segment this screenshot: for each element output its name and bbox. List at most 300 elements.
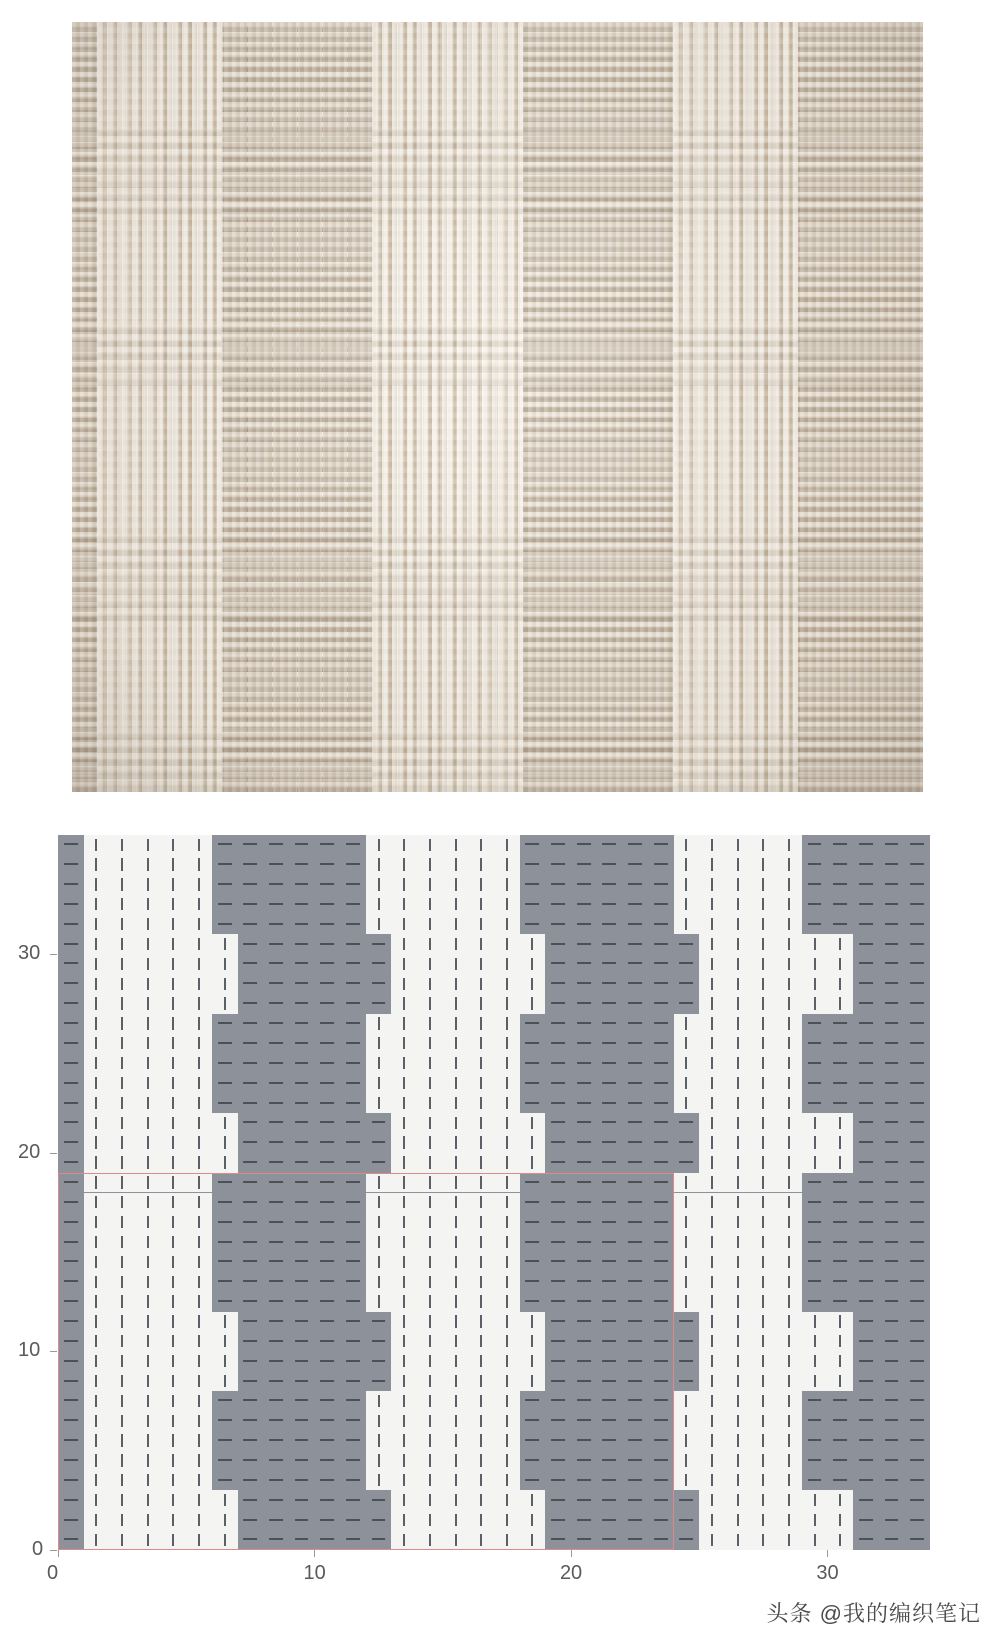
- chart-cell-knit: [443, 1332, 469, 1352]
- chart-cell-purl: [314, 855, 340, 875]
- chart-cell-knit: [494, 934, 520, 954]
- purl-symbol-icon: [320, 883, 334, 885]
- knit-symbol-icon: [506, 1355, 508, 1367]
- knit-symbol-icon: [506, 1057, 508, 1069]
- chart-cell-purl: [597, 1252, 623, 1272]
- chart-cell-knit: [417, 1431, 443, 1451]
- knit-symbol-icon: [198, 1176, 200, 1188]
- chart-cell-purl: [827, 1173, 853, 1193]
- knit-symbol-icon: [531, 938, 533, 950]
- knit-symbol-icon: [403, 1474, 405, 1486]
- chart-cell-knit: [161, 1034, 187, 1054]
- chart-cell-purl: [879, 1490, 905, 1510]
- purl-symbol-icon: [526, 903, 540, 905]
- knit-symbol-icon: [403, 858, 405, 870]
- knit-symbol-icon: [403, 1514, 405, 1526]
- purl-symbol-icon: [859, 982, 873, 984]
- purl-symbol-icon: [269, 1419, 283, 1421]
- chart-cell-purl: [238, 1153, 264, 1173]
- knit-symbol-icon: [429, 1494, 431, 1506]
- purl-symbol-icon: [320, 863, 334, 865]
- purl-symbol-icon: [628, 1439, 642, 1441]
- purl-symbol-icon: [808, 1399, 822, 1401]
- purl-symbol-icon: [295, 1241, 309, 1243]
- knit-symbol-icon: [198, 1017, 200, 1029]
- knit-symbol-icon: [172, 1335, 174, 1347]
- chart-cell-knit: [494, 895, 520, 915]
- knit-symbol-icon: [788, 1276, 790, 1288]
- knit-symbol-icon: [172, 1474, 174, 1486]
- purl-symbol-icon: [64, 1141, 78, 1143]
- knit-symbol-icon: [121, 1355, 123, 1367]
- chart-cell-purl: [597, 1232, 623, 1252]
- knit-symbol-icon: [147, 1514, 149, 1526]
- chart-cell-knit: [417, 1332, 443, 1352]
- knit-symbol-icon: [429, 1176, 431, 1188]
- purl-symbol-icon: [551, 1221, 565, 1223]
- chart-cell-knit: [443, 1471, 469, 1491]
- knit-symbol-icon: [429, 978, 431, 990]
- knit-symbol-icon: [95, 1017, 97, 1029]
- chart-cell-knit: [186, 954, 212, 974]
- chart-cell-purl: [58, 1173, 84, 1193]
- knit-symbol-icon: [121, 1514, 123, 1526]
- chart-cell-knit: [109, 1272, 135, 1292]
- chart-cell-purl: [238, 1113, 264, 1133]
- chart-cell-purl: [314, 1471, 340, 1491]
- purl-symbol-icon: [859, 1300, 873, 1302]
- chart-cell-knit: [135, 1490, 161, 1510]
- knit-symbol-icon: [455, 1415, 457, 1427]
- chart-cell-purl: [212, 1292, 238, 1312]
- knit-symbol-icon: [429, 1534, 431, 1546]
- purl-symbol-icon: [551, 1519, 565, 1521]
- knit-symbol-icon: [455, 1375, 457, 1387]
- chart-cell-knit: [750, 1133, 776, 1153]
- purl-symbol-icon: [808, 923, 822, 925]
- knit-symbol-icon: [531, 1375, 533, 1387]
- chart-cell-knit: [443, 994, 469, 1014]
- swatch-garter-band: [72, 728, 923, 792]
- knit-symbol-icon: [480, 1097, 482, 1109]
- chart-cell-knit: [84, 1153, 110, 1173]
- chart-cell-knit: [135, 974, 161, 994]
- chart-cell-knit: [776, 875, 802, 895]
- chart-cell-knit: [417, 1193, 443, 1213]
- chart-cell-purl: [571, 1312, 597, 1332]
- knit-symbol-icon: [172, 1216, 174, 1228]
- purl-symbol-icon: [808, 1181, 822, 1183]
- chart-cell-knit: [699, 895, 725, 915]
- chart-cell-knit: [802, 1133, 828, 1153]
- chart-cell-knit: [468, 934, 494, 954]
- chart-cell-purl: [904, 875, 930, 895]
- purl-symbol-icon: [526, 1082, 540, 1084]
- chart-cell-purl: [212, 1431, 238, 1451]
- chart-cell-purl: [622, 1411, 648, 1431]
- chart-cell-purl: [263, 1173, 289, 1193]
- chart-cell-purl: [904, 994, 930, 1014]
- chart-cell-knit: [699, 994, 725, 1014]
- knit-symbol-icon: [95, 1176, 97, 1188]
- chart-cell-purl: [571, 1451, 597, 1471]
- purl-symbol-icon: [577, 843, 591, 845]
- chart-cell-purl: [520, 855, 546, 875]
- chart-cell-purl: [622, 875, 648, 895]
- knit-symbol-icon: [506, 1196, 508, 1208]
- chart-cell-knit: [494, 974, 520, 994]
- chart-cell-knit: [674, 1014, 700, 1034]
- purl-symbol-icon: [885, 1300, 899, 1302]
- knit-symbol-icon: [378, 898, 380, 910]
- purl-symbol-icon: [808, 1439, 822, 1441]
- purl-symbol-icon: [859, 1082, 873, 1084]
- knit-symbol-icon: [172, 1017, 174, 1029]
- chart-cell-purl: [827, 1411, 853, 1431]
- chart-cell-knit: [674, 1431, 700, 1451]
- purl-symbol-icon: [628, 1360, 642, 1362]
- chart-cell-purl: [263, 1530, 289, 1550]
- chart-cell-knit: [212, 994, 238, 1014]
- purl-symbol-icon: [577, 1300, 591, 1302]
- knit-symbol-icon: [147, 1534, 149, 1546]
- chart-cell-purl: [58, 974, 84, 994]
- knit-symbol-icon: [95, 1256, 97, 1268]
- chart-cell-purl: [853, 934, 879, 954]
- chart-cell-purl: [827, 875, 853, 895]
- knit-symbol-icon: [839, 1375, 841, 1387]
- knit-symbol-icon: [95, 1057, 97, 1069]
- chart-cell-knit: [161, 1173, 187, 1193]
- knit-symbol-icon: [198, 1156, 200, 1168]
- chart-cell-knit: [494, 1451, 520, 1471]
- chart-cell-knit: [109, 1153, 135, 1173]
- chart-cell-purl: [879, 1471, 905, 1491]
- chart-cell-purl: [58, 1073, 84, 1093]
- chart-cell-knit: [494, 835, 520, 855]
- chart-cell-knit: [109, 914, 135, 934]
- purl-symbol-icon: [833, 1399, 847, 1401]
- knit-symbol-icon: [172, 1057, 174, 1069]
- purl-symbol-icon: [320, 1499, 334, 1501]
- chart-cell-knit: [468, 1351, 494, 1371]
- chart-cell-purl: [212, 895, 238, 915]
- knit-symbol-icon: [224, 1315, 226, 1327]
- purl-symbol-icon: [295, 1380, 309, 1382]
- chart-cell-purl: [340, 1371, 366, 1391]
- knit-symbol-icon: [839, 1534, 841, 1546]
- knit-symbol-icon: [147, 958, 149, 970]
- chart-cell-purl: [520, 1173, 546, 1193]
- knit-symbol-icon: [95, 1434, 97, 1446]
- chart-cell-purl: [622, 954, 648, 974]
- knit-symbol-icon: [480, 1176, 482, 1188]
- chart-cell-knit: [109, 934, 135, 954]
- chart-cell-purl: [879, 1351, 905, 1371]
- chart-cell-purl: [58, 994, 84, 1014]
- knit-symbol-icon: [455, 858, 457, 870]
- purl-symbol-icon: [243, 903, 257, 905]
- chart-cell-purl: [212, 1073, 238, 1093]
- chart-cell-purl: [340, 1173, 366, 1193]
- chart-cell-purl: [289, 1451, 315, 1471]
- knit-symbol-icon: [737, 1236, 739, 1248]
- x-axis-label: 30: [816, 1562, 839, 1584]
- knit-symbol-icon: [480, 1335, 482, 1347]
- knit-symbol-icon: [711, 1395, 713, 1407]
- knit-symbol-icon: [762, 1355, 764, 1367]
- chart-cell-knit: [84, 1411, 110, 1431]
- knit-symbol-icon: [506, 1117, 508, 1129]
- chart-cell-purl: [520, 1073, 546, 1093]
- chart-cell-knit: [417, 1272, 443, 1292]
- knit-symbol-icon: [95, 1097, 97, 1109]
- chart-cell-purl: [238, 994, 264, 1014]
- chart-cell-knit: [699, 974, 725, 994]
- chart-cell-purl: [520, 1034, 546, 1054]
- knit-symbol-icon: [121, 1136, 123, 1148]
- chart-cell-purl: [648, 1073, 674, 1093]
- purl-symbol-icon: [269, 1360, 283, 1362]
- chart-cell-knit: [391, 914, 417, 934]
- chart-cell-knit: [135, 1471, 161, 1491]
- chart-cell-purl: [802, 1014, 828, 1034]
- chart-cell-purl: [238, 1530, 264, 1550]
- knit-symbol-icon: [737, 1117, 739, 1129]
- knit-symbol-icon: [429, 1315, 431, 1327]
- chart-cell-purl: [827, 1053, 853, 1073]
- knit-symbol-icon: [480, 978, 482, 990]
- knit-symbol-icon: [762, 1415, 764, 1427]
- chart-cell-purl: [212, 835, 238, 855]
- purl-symbol-icon: [808, 1300, 822, 1302]
- chart-cell-knit: [443, 1351, 469, 1371]
- chart-cell-purl: [314, 1153, 340, 1173]
- knit-symbol-icon: [685, 1295, 687, 1307]
- knit-symbol-icon: [95, 1216, 97, 1228]
- purl-symbol-icon: [269, 1260, 283, 1262]
- chart-cell-purl: [366, 954, 392, 974]
- chart-cell-knit: [84, 1133, 110, 1153]
- chart-cell-knit: [109, 1232, 135, 1252]
- purl-symbol-icon: [679, 1499, 693, 1501]
- chart-cell-purl: [366, 934, 392, 954]
- knit-symbol-icon: [480, 1315, 482, 1327]
- chart-cell-knit: [674, 1411, 700, 1431]
- purl-symbol-icon: [577, 1459, 591, 1461]
- chart-cell-purl: [545, 1232, 571, 1252]
- purl-symbol-icon: [577, 1141, 591, 1143]
- knit-symbol-icon: [762, 1534, 764, 1546]
- purl-symbol-icon: [910, 1102, 924, 1104]
- chart-cell-purl: [802, 1034, 828, 1054]
- chart-cell-knit: [468, 1133, 494, 1153]
- knit-symbol-icon: [762, 1434, 764, 1446]
- purl-symbol-icon: [372, 1320, 386, 1322]
- knit-symbol-icon: [788, 1136, 790, 1148]
- purl-symbol-icon: [602, 1320, 616, 1322]
- knit-symbol-icon: [95, 839, 97, 851]
- purl-symbol-icon: [218, 1102, 232, 1104]
- purl-symbol-icon: [551, 1280, 565, 1282]
- knit-symbol-icon: [147, 1355, 149, 1367]
- chart-cell-knit: [391, 954, 417, 974]
- chart-cell-knit: [750, 1351, 776, 1371]
- purl-symbol-icon: [602, 1399, 616, 1401]
- purl-symbol-icon: [833, 883, 847, 885]
- chart-cell-purl: [622, 1193, 648, 1213]
- purl-symbol-icon: [577, 1499, 591, 1501]
- knit-symbol-icon: [711, 1474, 713, 1486]
- chart-cell-purl: [879, 1133, 905, 1153]
- knit-symbol-icon: [788, 1434, 790, 1446]
- knit-symbol-icon: [737, 1514, 739, 1526]
- purl-symbol-icon: [910, 1439, 924, 1441]
- chart-cell-knit: [417, 1411, 443, 1431]
- purl-symbol-icon: [859, 1042, 873, 1044]
- chart-cell-knit: [494, 1490, 520, 1510]
- purl-symbol-icon: [269, 883, 283, 885]
- chart-cell-purl: [904, 1272, 930, 1292]
- purl-symbol-icon: [295, 1419, 309, 1421]
- chart-cell-purl: [827, 1451, 853, 1471]
- chart-cell-knit: [520, 954, 546, 974]
- chart-cell-purl: [904, 835, 930, 855]
- purl-symbol-icon: [808, 1260, 822, 1262]
- purl-symbol-icon: [577, 1380, 591, 1382]
- purl-symbol-icon: [243, 1121, 257, 1123]
- purl-symbol-icon: [526, 1300, 540, 1302]
- chart-cell-purl: [366, 1153, 392, 1173]
- purl-symbol-icon: [679, 1380, 693, 1382]
- chart-cell-purl: [827, 1431, 853, 1451]
- purl-symbol-icon: [551, 1102, 565, 1104]
- chart-cell-knit: [750, 1252, 776, 1272]
- purl-symbol-icon: [628, 903, 642, 905]
- chart-cell-purl: [289, 1510, 315, 1530]
- chart-cell-knit: [699, 1332, 725, 1352]
- chart-cell-purl: [674, 1133, 700, 1153]
- chart-cell-purl: [340, 1053, 366, 1073]
- chart-cell-purl: [340, 875, 366, 895]
- purl-symbol-icon: [602, 1161, 616, 1163]
- purl-symbol-icon: [372, 1121, 386, 1123]
- knit-symbol-icon: [480, 1156, 482, 1168]
- chart-cell-knit: [520, 1371, 546, 1391]
- knit-symbol-icon: [198, 1196, 200, 1208]
- chart-cell-knit: [725, 994, 751, 1014]
- purl-symbol-icon: [218, 1439, 232, 1441]
- knit-symbol-icon: [531, 997, 533, 1009]
- chart-cell-purl: [622, 1252, 648, 1272]
- chart-cell-knit: [186, 934, 212, 954]
- chart-cell-purl: [263, 835, 289, 855]
- purl-symbol-icon: [64, 1320, 78, 1322]
- knit-symbol-icon: [455, 1136, 457, 1148]
- knit-symbol-icon: [403, 839, 405, 851]
- chart-cell-knit: [699, 1173, 725, 1193]
- knit-symbol-icon: [531, 958, 533, 970]
- chart-cell-purl: [904, 1073, 930, 1093]
- chart-cell-knit: [443, 974, 469, 994]
- knit-symbol-icon: [172, 1434, 174, 1446]
- purl-symbol-icon: [602, 1042, 616, 1044]
- chart-cell-purl: [853, 1212, 879, 1232]
- chart-cell-knit: [468, 1053, 494, 1073]
- chart-cell-purl: [648, 855, 674, 875]
- chart-cell-purl: [622, 1093, 648, 1113]
- chart-cell-purl: [802, 875, 828, 895]
- swatch-garter-band: [72, 321, 923, 385]
- chart-cell-purl: [571, 1252, 597, 1272]
- chart-cell-purl: [289, 1193, 315, 1213]
- chart-cell-purl: [212, 1212, 238, 1232]
- chart-cell-purl: [827, 1292, 853, 1312]
- purl-symbol-icon: [526, 1042, 540, 1044]
- chart-cell-knit: [802, 1510, 828, 1530]
- purl-symbol-icon: [602, 1201, 616, 1203]
- knit-symbol-icon: [198, 997, 200, 1009]
- chart-cell-purl: [879, 1451, 905, 1471]
- chart-cell-purl: [571, 1530, 597, 1550]
- purl-symbol-icon: [64, 1241, 78, 1243]
- chart-cell-purl: [622, 1034, 648, 1054]
- purl-symbol-icon: [269, 1519, 283, 1521]
- purl-symbol-icon: [885, 1181, 899, 1183]
- chart-cell-purl: [904, 855, 930, 875]
- chart-cell-purl: [314, 1034, 340, 1054]
- purl-symbol-icon: [320, 1002, 334, 1004]
- purl-symbol-icon: [243, 923, 257, 925]
- chart-cell-knit: [699, 1193, 725, 1213]
- chart-cell-purl: [853, 1133, 879, 1153]
- purl-symbol-icon: [64, 1121, 78, 1123]
- chart-cell-knit: [443, 1113, 469, 1133]
- knit-symbol-icon: [711, 898, 713, 910]
- chart-cell-knit: [776, 1133, 802, 1153]
- chart-cell-knit: [391, 1193, 417, 1213]
- chart-cell-knit: [776, 1193, 802, 1213]
- chart-cell-knit: [699, 1093, 725, 1113]
- chart-cell-purl: [520, 875, 546, 895]
- knit-symbol-icon: [198, 1136, 200, 1148]
- purl-symbol-icon: [885, 1499, 899, 1501]
- knit-symbol-icon: [711, 858, 713, 870]
- purl-symbol-icon: [602, 923, 616, 925]
- chart-cell-knit: [443, 895, 469, 915]
- purl-symbol-icon: [808, 1102, 822, 1104]
- purl-symbol-icon: [577, 1121, 591, 1123]
- chart-cell-knit: [417, 1212, 443, 1232]
- chart-cell-purl: [827, 1272, 853, 1292]
- chart-cell-purl: [571, 1212, 597, 1232]
- chart-cell-purl: [238, 1252, 264, 1272]
- chart-cell-knit: [84, 1034, 110, 1054]
- chart-cell-knit: [468, 1451, 494, 1471]
- chart-cell-knit: [827, 1371, 853, 1391]
- knit-symbol-icon: [788, 1415, 790, 1427]
- knit-symbol-icon: [711, 978, 713, 990]
- knit-symbol-icon: [814, 1534, 816, 1546]
- purl-symbol-icon: [551, 1002, 565, 1004]
- chart-cell-knit: [494, 1351, 520, 1371]
- chart-cell-knit: [212, 934, 238, 954]
- purl-symbol-icon: [243, 1241, 257, 1243]
- knit-symbol-icon: [762, 1136, 764, 1148]
- chart-cell-knit: [417, 934, 443, 954]
- chart-cell-knit: [161, 1014, 187, 1034]
- knit-symbol-icon: [762, 1494, 764, 1506]
